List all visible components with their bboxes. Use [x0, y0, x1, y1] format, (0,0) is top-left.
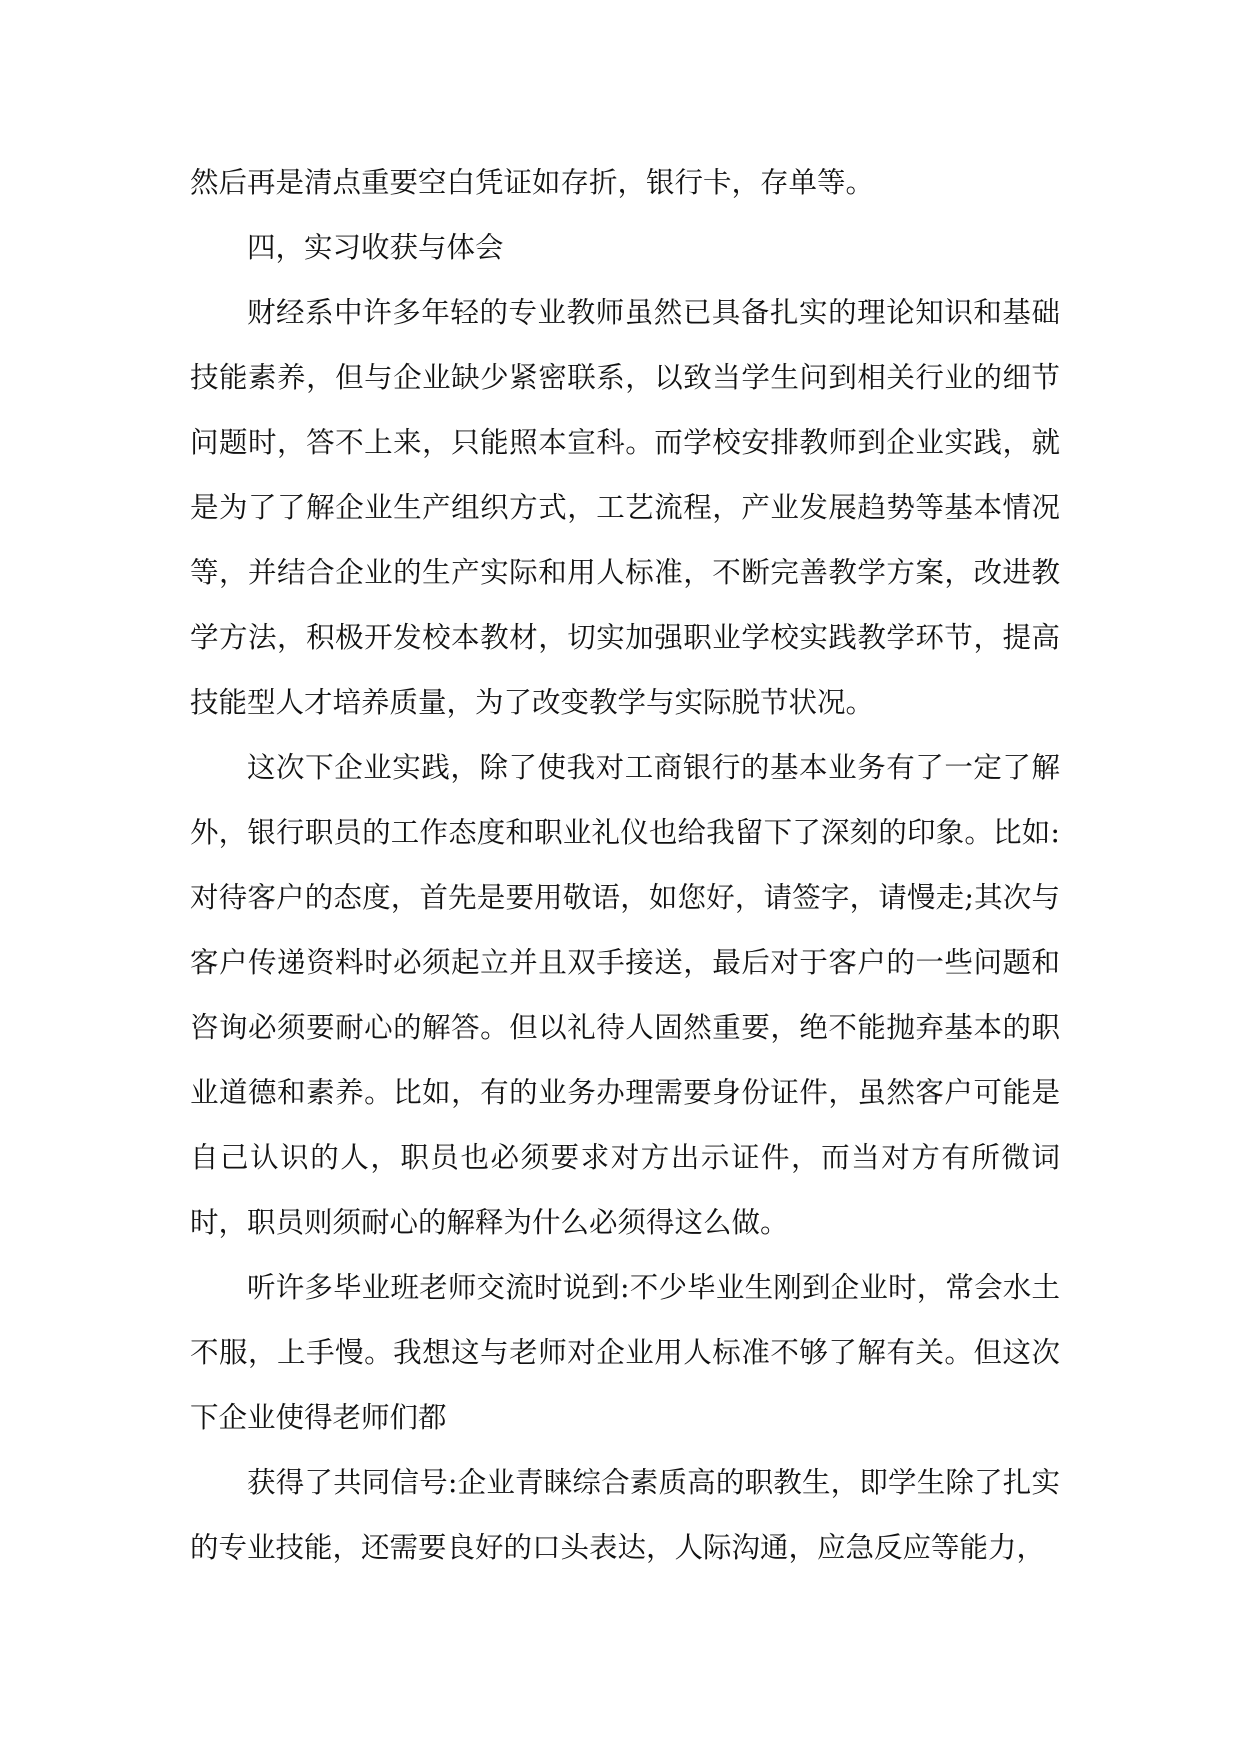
paragraph-3: 这次下企业实践，除了使我对工商银行的基本业务有了一定了解外，银行职员的工作态度和职业礼仪也给我留下了深刻的印象。比如:对待客户的态度，首先是要用敬语，如您好，请签字，请慢走;其次与客户传递资料时必须起立并且双手接送，最后对于客户的一些问题和咨询必须要耐心的解答。但以礼待人固然重要，绝不能抛弃基本的职业道德和素养。比如，有的业务办理需要身份证件，虽然客户可能是自己认识的人，职员也必须要求对方出示证件，而当对方有所微词时，职员则须耐心的解释为什么必须得这么做。: [190, 751, 1060, 1239]
paragraph-4: 听许多毕业班老师交流时说到:不少毕业生刚到企业时，常会水土不服，上手慢。我想这与老师对企业用人标准不够了解有关。但这次下企业使得老师们都: [190, 1271, 1060, 1434]
paragraph-1: 然后再是清点重要空白凭证如存折，银行卡，存单等。: [190, 166, 875, 199]
body-text: [190, 150, 1060, 1580]
paragraph-2: 财经系中许多年轻的专业教师虽然已具备扎实的理论知识和基础技能素养，但与企业缺少紧密联系，以致当学生问到相关行业的细节问题时，答不上来，只能照本宣科。而学校安排教师到企业实践，就是为了了解企业生产组织方式，工艺流程，产业发展趋势等基本情况等，并结合企业的生产实际和用人标准，不断完善教学方案，改进教学方法，积极开发校本教材，切实加强职业学校实践教学环节，提高技能型人才培养质量，为了改变教学与实际脱节状况。: [190, 296, 1060, 719]
section-heading: 四，实习收获与体会: [247, 231, 504, 264]
paragraph-5: 获得了共同信号:企业青睐综合素质高的职教生，即学生除了扎实的专业技能，还需要良好的口头表达，人际沟通，应急反应等能力，: [190, 1466, 1060, 1564]
